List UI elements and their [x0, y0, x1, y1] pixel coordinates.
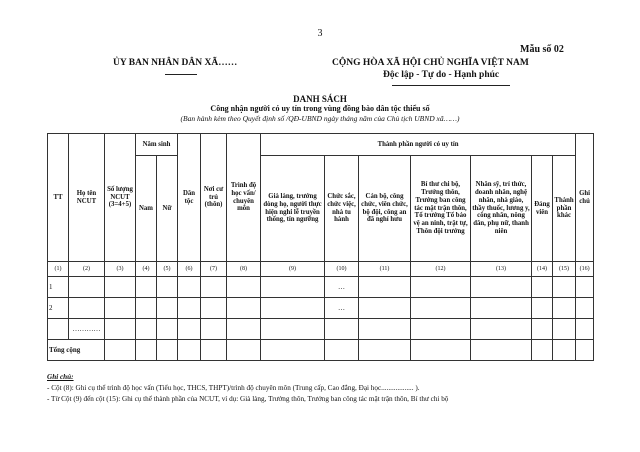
note-line: - Cột (8): Ghi cụ thể trình độ học vấn (Tiểu học, THCS, THPT)/trình độ chuyên môn (Trung cấp, Cao đẳng, Đại học.................. ).	[47, 383, 420, 392]
header-comp-party: Đảng viên	[532, 156, 553, 262]
authority-header: ỦY BAN NHÂN DÂN XÃ……	[113, 58, 238, 68]
column-number-row	[48, 262, 594, 277]
issued-note: (Ban hành kèm theo Quyết định số /QĐ-UBND ngày tháng năm của Chủ tịch UBND xã……)	[180, 114, 460, 123]
document-subtitle: Công nhận người có uy tín trong vùng đồng bào dân tộc thiểu số	[210, 104, 430, 113]
national-name: CỘNG HÒA XÃ HỘI CHỦ NGHĨA VIỆT NAM	[332, 58, 529, 68]
col-number: (14)	[532, 262, 553, 277]
header-education: Trình độ học vấn/ chuyên môn	[227, 134, 261, 262]
motto-underline	[392, 85, 510, 86]
notes-section	[47, 372, 607, 404]
col-number: (11)	[359, 262, 411, 277]
row-tt: 2	[48, 298, 69, 319]
col-number: (12)	[411, 262, 471, 277]
header-name: Họ tên NCUT	[69, 134, 105, 262]
header-residence: Nơi cư trú (thôn)	[201, 134, 227, 262]
authority-underline	[165, 74, 197, 75]
header-composition: Thành phần người có uy tín	[261, 134, 576, 156]
col-number: (7)	[201, 262, 227, 277]
col-number: (10)	[325, 262, 359, 277]
header-note: Ghi chú	[576, 134, 594, 262]
row-more: …………	[69, 319, 105, 340]
col-number: (2)	[69, 262, 105, 277]
header-birth-year: Năm sinh	[136, 134, 178, 156]
row-ellipsis: …	[325, 298, 359, 319]
col-number: (13)	[471, 262, 532, 277]
form-code: Mẫu số 02	[520, 44, 564, 55]
header-ethnicity: Dân tộc	[178, 134, 201, 262]
notes-heading: Ghi chú:	[47, 373, 74, 381]
header-comp-village: Bí thư chi bộ, Trưởng thôn, Trưởng ban công tác mặt trận thôn, Tổ trưởng Tổ bảo vệ an ninh, trật tự, Thôn đội trưởng	[411, 156, 471, 262]
national-motto: Độc lập - Tự do - Hạnh phúc	[383, 70, 500, 80]
header-male: Nam	[136, 156, 157, 262]
header-comp-other: Thành phần khác	[553, 156, 576, 262]
col-number: (15)	[553, 262, 576, 277]
col-number: (1)	[48, 262, 69, 277]
col-number: (16)	[576, 262, 594, 277]
row-ellipsis: …	[325, 277, 359, 298]
note-line: - Từ Cột (9) đến cột (15): Ghi cụ thể thành phần của NCUT, ví dụ: Già làng, Trưởng thôn, Trưởng ban công tác mặt trận thôn, Bí thư chi bộ	[47, 394, 449, 403]
table-row	[48, 277, 594, 298]
document-title: DANH SÁCH	[293, 94, 347, 104]
col-number: (9)	[261, 262, 325, 277]
header-comp-religious: Chức sắc, chức việc, nhà tu hành	[325, 156, 359, 262]
total-row	[48, 340, 594, 361]
col-number: (6)	[178, 262, 201, 277]
col-number: (8)	[227, 262, 261, 277]
table-row	[48, 298, 594, 319]
header-female: Nữ	[157, 156, 178, 262]
header-quantity: Số lượng NCUT (3=4+5)	[105, 134, 136, 262]
page-number: 3	[317, 28, 323, 39]
nominee-table	[47, 133, 594, 361]
total-label: Tổng cộng	[48, 340, 105, 361]
header-comp-retired: Cán bộ, công chức, viên chức, bộ đội, công an đã nghỉ hưu	[359, 156, 411, 262]
row-tt: 1	[48, 277, 69, 298]
col-number: (4)	[136, 262, 157, 277]
col-number: (3)	[105, 262, 136, 277]
header-tt: TT	[48, 134, 69, 262]
header-comp-intellectual: Nhân sỹ, trí thức, doanh nhân, nghệ nhân, nhà giáo, thầy thuốc, lương y, công nhân, nông dân, phụ nữ, thanh niên	[471, 156, 532, 262]
header-comp-elders: Già làng, trưởng dòng họ, người thực hiện nghi lễ truyền thống, tín ngưỡng	[261, 156, 325, 262]
table-row	[48, 319, 594, 340]
col-number: (5)	[157, 262, 178, 277]
